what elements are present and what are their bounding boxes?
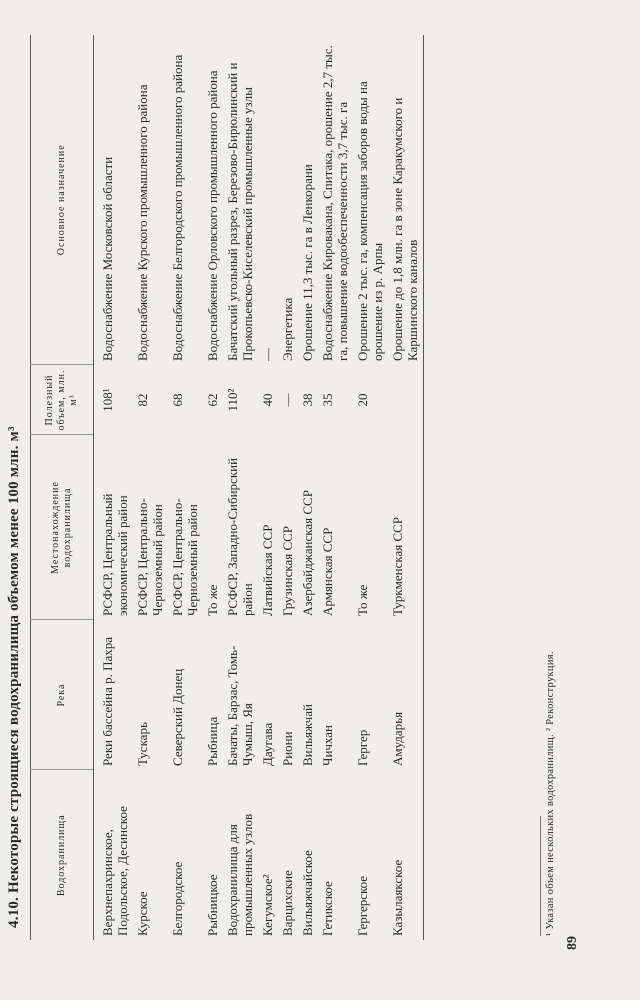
cell-river: Амударья bbox=[388, 620, 424, 770]
cell-volume: 108¹ bbox=[100, 388, 115, 412]
cell-purpose: Водоснабжение Белгородского промышленного района bbox=[170, 54, 185, 361]
cell-location: РСФСР, Западно-Сибирский район bbox=[225, 457, 255, 616]
cell-volume: 62 bbox=[205, 393, 220, 407]
cell-reservoir: Гетикское bbox=[320, 881, 335, 936]
cell-purpose: Орошение 2 тыс. га, компенсация заборов воды на орошение из р. Арпы bbox=[355, 81, 385, 361]
cell-reservoir: Кегумское² bbox=[260, 874, 275, 936]
cell-purpose: Бачатский угольный разрез, Березово-Бирюлинский и Прокопьевско-Киселевский промышленные узлы bbox=[225, 62, 255, 361]
reservoirs-table bbox=[30, 35, 424, 940]
cell-purpose: Водоснабжение Орловского промышленного района bbox=[205, 70, 220, 361]
cell-purpose: Энергетика bbox=[280, 297, 295, 361]
cell-reservoir: Верхнепахринское, Подольское, Десинское bbox=[100, 806, 130, 936]
cell-purpose: Водоснабжение Курского промышленного района bbox=[135, 84, 150, 361]
cell-location: РСФСР, Центрально-Черноземный район bbox=[170, 498, 200, 616]
cell-reservoir: Курское bbox=[135, 891, 150, 936]
cell-volume: 35 bbox=[320, 393, 335, 407]
cell-reservoir: Белгородское bbox=[170, 861, 185, 936]
footnote-rule bbox=[540, 816, 541, 936]
cell-location: То же bbox=[355, 584, 370, 616]
cell-purpose: Орошение 11,3 тыс. га в Ленкорани bbox=[300, 164, 315, 361]
table-row bbox=[168, 35, 203, 940]
cell-reservoir: Вильяжчайское bbox=[300, 850, 315, 936]
cell-volume: 38 bbox=[300, 393, 315, 407]
cell-volume: 110² bbox=[225, 388, 240, 412]
table-title: 4.10. Некоторые строящиеся водохранилища объемом менее 100 млн. м³ bbox=[6, 426, 22, 928]
cell-volume: 40 bbox=[260, 393, 275, 407]
cell-purpose: Орошение до 1,8 млн. га в зоне Каракумского и Каршинского каналов bbox=[388, 35, 424, 365]
cell-volume: 20 bbox=[355, 393, 370, 407]
cell-purpose: Водоснабжение Кировакана, Спитака, орошение 2,7 тыс. га, повышение водообеспеченности 3,7 тыс. га bbox=[320, 45, 350, 361]
cell-purpose: — bbox=[260, 348, 275, 361]
cell-reservoir: Казылаякское bbox=[388, 770, 424, 940]
header-volume: Полезный объем, млн. м³ bbox=[31, 365, 94, 435]
table-row bbox=[94, 35, 134, 940]
cell-reservoir: Варцихские bbox=[280, 870, 295, 936]
cell-river: Реки бассейна р. Пахра bbox=[100, 636, 115, 766]
header-location: Местонахождение водохранилища bbox=[31, 435, 94, 620]
cell-river: Тускарь bbox=[135, 722, 150, 766]
cell-river: Рыбница bbox=[205, 716, 220, 766]
cell-volume: 68 bbox=[170, 393, 185, 407]
header-purpose: Основное назначение bbox=[31, 35, 94, 365]
cell-reservoir: Водохранилища для промышленных узлов bbox=[225, 813, 255, 936]
table-row bbox=[278, 35, 298, 940]
cell-location: Армянская ССР bbox=[320, 527, 335, 616]
cell-volume: 82 bbox=[135, 393, 150, 407]
cell-location: Азербайджанская ССР bbox=[300, 490, 315, 616]
cell-river: Вильяжчай bbox=[300, 704, 315, 766]
cell-location: Грузинская ССР bbox=[280, 525, 295, 616]
cell-location: РСФСР, Центрально-Черноземный район bbox=[135, 498, 165, 616]
table-row bbox=[388, 35, 424, 940]
cell-volume bbox=[388, 365, 424, 435]
footnote: ¹ Указан объем нескольких водохранилищ. ² Реконструкция. bbox=[545, 651, 556, 936]
cell-location: То же bbox=[205, 584, 220, 616]
cell-river: Северский Донец bbox=[170, 668, 185, 766]
cell-river: Чичхан bbox=[320, 725, 335, 766]
table-header-row bbox=[31, 35, 94, 940]
cell-reservoir: Рыбницкое bbox=[205, 874, 220, 936]
page-number: 89 bbox=[565, 936, 580, 950]
header-river: Река bbox=[31, 620, 94, 770]
cell-river: Риони bbox=[280, 731, 295, 766]
cell-location: Латвийская ССР bbox=[260, 524, 275, 616]
cell-river: Даугава bbox=[260, 722, 275, 766]
table-row bbox=[298, 35, 318, 940]
table-row bbox=[258, 35, 278, 940]
cell-river: Бачаты, Барзас, Томь-Чумыш, Яя bbox=[225, 645, 255, 766]
table-row bbox=[353, 35, 388, 940]
table-row bbox=[318, 35, 353, 940]
cell-location: РСФСР, Центральный экономический район bbox=[100, 493, 130, 616]
table-row bbox=[203, 35, 223, 940]
cell-location: Туркменская ССР bbox=[388, 435, 424, 620]
header-reservoir: Водохранилища bbox=[31, 770, 94, 940]
cell-purpose: Водоснабжение Московской области bbox=[100, 156, 115, 361]
table-row bbox=[133, 35, 168, 940]
cell-river: Гергер bbox=[355, 729, 370, 766]
cell-reservoir: Гергерское bbox=[355, 875, 370, 936]
table-row bbox=[223, 35, 258, 940]
cell-volume: — bbox=[280, 393, 295, 407]
